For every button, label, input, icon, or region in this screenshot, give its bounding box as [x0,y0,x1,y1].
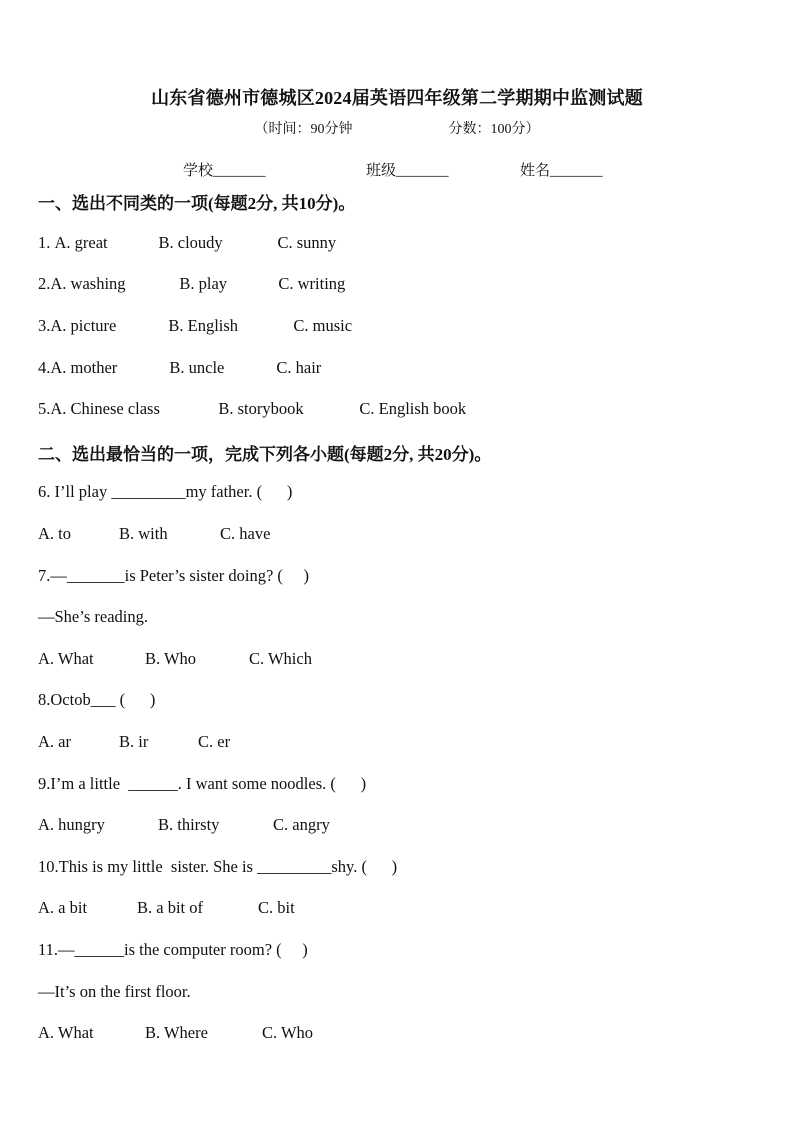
question-3 [38,316,352,336]
page-title: 山东省德州市德城区2024届英语四年级第二学期期中监测试题 [151,88,643,108]
question-11-reply: —It’s on the first floor. [38,982,191,1001]
option-b: B. storybook [218,399,304,418]
name-field: 姓名_______ [520,163,603,179]
section-2-heading: 二、选出最恰当的一项，完成下列各小题(每题2分, 共20分)。 [38,445,492,464]
question-7-reply: —She’s reading. [38,607,148,626]
option-b: B. play [179,274,228,293]
question-9-options [38,815,330,835]
question-8-stem: 8.Octob___ ( ) [38,690,156,709]
option-b: B. English [168,316,239,335]
question-7-options [38,649,312,669]
question-10-options [38,898,295,918]
school-field: 学校_______ [183,163,266,179]
class-field: 班级_______ [366,163,449,179]
option-a: A. washing [50,274,126,293]
option-c: C. angry [273,815,330,834]
option-c: C. er [198,732,231,751]
question-1 [38,233,336,253]
question-number: 4. [38,358,51,377]
option-c: C. Who [262,1023,314,1042]
option-a: A. Chinese class [50,399,160,418]
question-11-stem: 11.—______is the computer room? ( ) [38,940,308,959]
option-c: C. writing [278,274,346,293]
option-c: C. bit [258,898,295,917]
option-b: B. cloudy [158,233,223,252]
time-limit: （时间：90分钟 [254,122,353,137]
option-b: B. Where [145,1023,208,1042]
option-b: B. uncle [169,358,225,377]
question-2 [38,274,345,294]
question-9-stem: 9.I’m a little ______. I want some noodles. ( ) [38,774,367,793]
option-a: A. What [38,1023,94,1042]
option-b: B. with [119,524,168,543]
option-b: B. ir [119,732,149,751]
option-c: C. have [220,524,271,543]
option-a: A. ar [38,732,71,751]
question-11-options [38,1023,313,1043]
question-4 [38,358,321,378]
total-score: 分数：100分） [448,122,540,137]
question-6-stem: 6. I’ll play _________my father. ( ) [38,482,293,501]
option-c: C. sunny [277,233,337,252]
question-number: 2. [38,274,51,293]
option-b: B. Who [145,649,197,668]
exam-info [0,118,794,138]
question-number: 3. [38,316,51,335]
option-c: C. music [293,316,353,335]
question-number: 5. [38,399,51,418]
option-a: A. mother [50,358,118,377]
option-b: B. a bit of [137,898,203,917]
option-a: A. great [54,233,108,252]
option-b: B. thirsty [158,815,220,834]
option-a: A. a bit [38,898,88,917]
option-c: C. hair [276,358,322,377]
option-a: A. picture [50,316,117,335]
option-a: A. to [38,524,71,543]
question-8-options [38,732,230,752]
section-1-heading: 一、选出不同类的一项(每题2分, 共10分)。 [38,194,356,213]
question-7-stem: 7.—_______is Peter’s sister doing? ( ) [38,566,310,585]
option-a: A. hungry [38,815,105,834]
question-5 [38,399,466,419]
option-a: A. What [38,649,94,668]
option-c: C. Which [249,649,312,668]
option-c: C. English book [359,399,467,418]
question-6-options [38,524,270,544]
question-number: 1. [38,233,55,252]
question-10-stem: 10.This is my little sister. She is _________shy. ( ) [38,857,398,876]
